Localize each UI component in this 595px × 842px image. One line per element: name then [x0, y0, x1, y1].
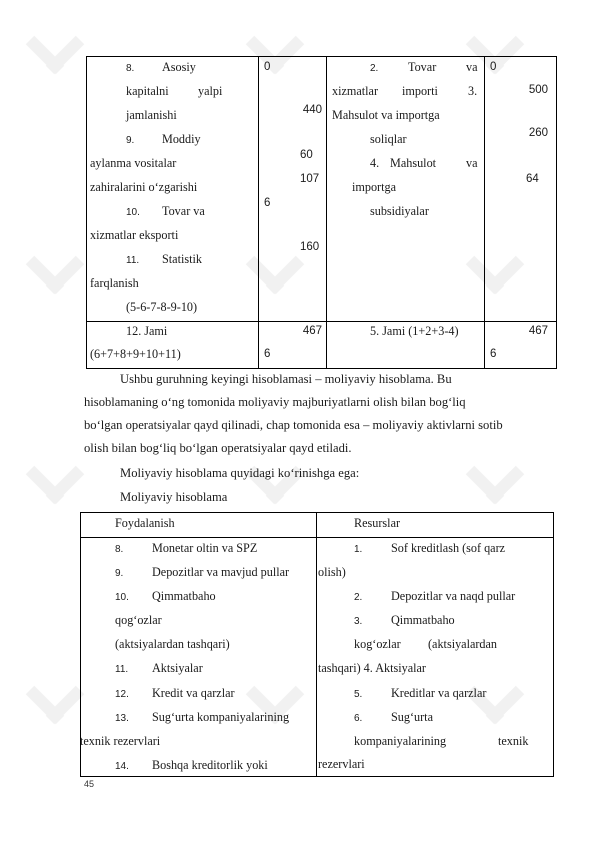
item-label: Aktsiyalar	[152, 661, 203, 675]
paragraph-line: Ushbu guruhning keyingi hisoblamasi – moliyaviy hisoblama. Bu	[120, 372, 452, 386]
item-label: Kreditlar va qarzlar	[391, 686, 487, 700]
item-label: (aktsiyalardan tashqari)	[115, 637, 230, 651]
value-cell: 160	[300, 241, 320, 253]
item-number: 2.	[354, 592, 363, 603]
item-label: Kredit va qarzlar	[152, 686, 235, 700]
item-label: Mahsulot va importga	[332, 108, 440, 122]
total-label: (6+7+8+9+10+11)	[90, 347, 181, 361]
item-number: 14.	[115, 761, 129, 772]
value-cell: 60	[300, 149, 313, 161]
item-label: Tovar	[408, 60, 437, 74]
item-label: Qimmatbaho	[152, 589, 216, 603]
paragraph-line: bo‘lgan operatsiyalar qayd qilinadi, chap tomonida esa – moliyaviy aktivlarni sotib	[84, 418, 503, 432]
item-number: 13.	[115, 713, 129, 724]
table-title: Moliyaviy hisoblama	[120, 490, 228, 504]
total-value: 6	[490, 348, 497, 360]
value-cell: 64	[526, 173, 539, 185]
item-label: Asosiy	[162, 60, 196, 74]
value-cell: 0	[490, 61, 497, 73]
value-cell: 500	[528, 84, 548, 96]
item-label: aylanma vositalar	[90, 156, 177, 170]
item-label: texnik	[498, 734, 529, 748]
item-label: kompaniyalarining	[354, 734, 447, 748]
paragraph-line: hisoblamaning o‘ng tomonida moliyaviy majburiyatlarni olish bilan bog‘liq	[84, 395, 466, 409]
value-cell: 0	[264, 61, 271, 73]
item-number: 11.	[126, 255, 140, 266]
item-label: importi	[402, 84, 438, 98]
item-number: 12.	[115, 689, 129, 700]
item-label: farqlanish	[90, 276, 139, 290]
item-label: xizmatlar	[332, 84, 379, 98]
item-label: Sug‘urta kompaniyalarining	[152, 710, 290, 724]
item-number: 11.	[115, 664, 129, 675]
header-resources: Resurslar	[354, 516, 401, 530]
total-label: 5. Jami (1+2+3-4)	[370, 324, 459, 338]
item-label: (5-6-7-8-9-10)	[126, 300, 198, 314]
item-label: zahiralarini o‘zgarishi	[90, 180, 198, 194]
value-cell: 260	[528, 127, 548, 139]
item-label: jamlanishi	[126, 108, 177, 122]
item-label: kapitalni	[126, 84, 169, 98]
item-label: Monetar oltin va SPZ	[152, 541, 258, 555]
paragraph-line: Moliyaviy hisoblama quyidagi ko‘rinishga ega:	[120, 466, 360, 480]
item-number: 5.	[354, 689, 363, 700]
item-label: qog‘ozlar	[115, 613, 162, 627]
item-label: va	[466, 60, 478, 74]
item-number: 9.	[126, 135, 135, 146]
item-number: 2.	[370, 63, 379, 74]
item-number: 6.	[354, 713, 363, 724]
item-label: 4.	[370, 156, 380, 170]
item-label: importga	[352, 180, 397, 194]
page-number: 45	[84, 779, 95, 789]
total-value: 6	[264, 348, 271, 360]
item-label: Depozitlar va naqd pullar	[391, 589, 516, 603]
item-label: xizmatlar eksporti	[90, 228, 179, 242]
item-label: Tovar va	[162, 204, 205, 218]
item-label: Mahsulot	[390, 156, 437, 170]
item-label: Moddiy	[162, 132, 201, 146]
value-cell: 107	[300, 173, 320, 185]
item-number: 1.	[354, 544, 363, 555]
item-label: va	[466, 156, 478, 170]
item-label: 3.	[468, 84, 478, 98]
item-label: yalpi	[198, 84, 223, 98]
item-label: Sof kreditlash (sof qarz	[391, 541, 506, 555]
item-label: kog‘ozlar	[354, 637, 401, 651]
paragraph-line: olish bilan bog‘liq bo‘lgan operatsiyalar qayd etiladi.	[84, 441, 352, 455]
item-label: Sug‘urta	[391, 710, 433, 724]
item-label: subsidiyalar	[370, 204, 429, 218]
total-label: 12. Jami	[126, 324, 168, 338]
value-cell: 6	[264, 197, 271, 209]
total-value: 467	[528, 325, 548, 337]
item-label: (aktsiyalardan	[428, 637, 498, 651]
total-value: 467	[302, 325, 322, 337]
item-label: Qimmatbaho	[391, 613, 455, 627]
item-label: Statistik	[162, 252, 202, 266]
item-label: tashqari) 4. Aktsiyalar	[318, 661, 426, 675]
value-cell: 440	[302, 104, 322, 116]
item-number: 10.	[115, 592, 129, 603]
item-label: Boshqa kreditorlik yoki	[152, 758, 268, 772]
item-label: soliqlar	[370, 132, 407, 146]
item-number: 3.	[354, 616, 363, 627]
header-uses: Foydalanish	[115, 516, 175, 530]
item-number: 8.	[115, 544, 124, 555]
item-number: 9.	[115, 568, 124, 579]
item-label: olish)	[318, 565, 346, 579]
item-label: Depozitlar va mavjud pullar	[152, 565, 290, 579]
item-label: rezervlari	[318, 757, 365, 771]
item-number: 10.	[126, 207, 140, 218]
item-label: texnik rezervlari	[80, 734, 161, 748]
item-number: 8.	[126, 63, 135, 74]
